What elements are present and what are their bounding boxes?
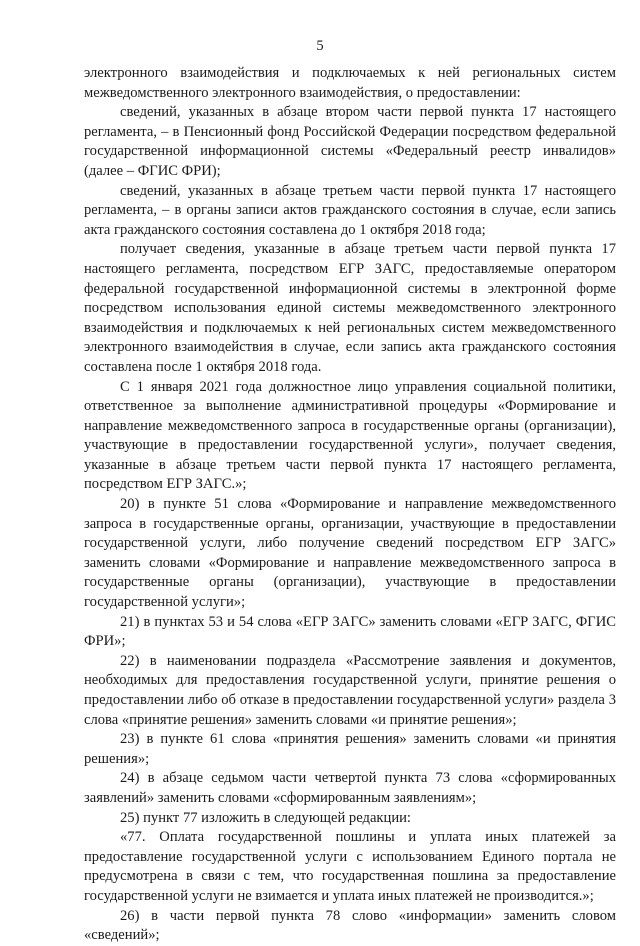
paragraph-item-22: 22) в наименовании подраздела «Рассмотрение заявления и документов, необходимых для предоставления государственной услуги, принятие решения о предоставлении либо об отказе в предоставлении государственной услуги» раздела 3 слова «принятие решения» заменить словами «и принятие решения»; <box>84 652 616 728</box>
paragraph-item-26: 26) в части первой пункта 78 слово «информации» заменить словом «сведений»; <box>84 907 616 944</box>
paragraph-continuation: электронного взаимодействия и подключаемых к ней региональных систем межведомственного электронного взаимодействия, о предоставлении: <box>84 65 616 101</box>
paragraph: С 1 января 2021 года должностное лицо управления социальной политики, ответственное за выполнение административной процедуры «Формирование и направление межведомственного запроса в государственные органы (организации), участвующие в предоставлении государственной услуги», получает сведения, указанные в абзаце третьем части первой пункта 17 настоящего регламента, посредством ЕГР ЗАГС.»; <box>84 378 616 493</box>
paragraph-item-21: 21) в пунктах 53 и 54 слова «ЕГР ЗАГС» заменить словами «ЕГР ЗАГС, ФГИС ФРИ»; <box>84 613 616 650</box>
paragraph-quote-77: «77. Оплата государственной пошлины и уплата иных платежей за предоставление государственной услуги с использованием Единого портала не предусмотрена в связи с тем, что государственная пошлина за предоставление государственной услуги не взимается и уплата иных платежей не производится.»; <box>84 829 616 904</box>
paragraph-item-20: 20) в пункте 51 слова «Формирование и направление межведомственного запроса в государственные органы, организации, участвующие в предоставлении государственной услуги, либо получение сведений посредством ЕГР ЗАГС» заменить словами «Формирование и направление межведомственного запроса в государственные органы (организации), участвующие в предоставлении государственной услуги»; <box>84 496 616 611</box>
paragraph: сведений, указанных в абзаце третьем части первой пункта 17 настоящего регламента, – в органы записи актов гражданского состояния в случае, если запись акта гражданского состояния составлена до 1 октября 2018 года; <box>84 182 616 238</box>
paragraph: сведений, указанных в абзаце втором части первой пункта 17 настоящего регламента, – в Пенсионный фонд Российской Федерации посредством федеральной государственной информационной системы «Федеральный реестр инвалидов» (далее – ФГИС ФРИ); <box>84 104 616 179</box>
page-number: 5 <box>316 38 324 54</box>
paragraph: получает сведения, указанные в абзаце третьем части первой пункта 17 настоящего регламента, посредством ЕГР ЗАГС, предоставляемые оператором федеральной государственной информационной системы в электронной форме посредством использования единой системы межведомственного электронного взаимодействия и подключаемых к ней региональных систем межведомственного электронного взаимодействия в случае, если запись акта гражданского состояния составлена после 1 октября 2018 года. <box>84 241 616 375</box>
paragraph-item-24: 24) в абзаце седьмом части четвертой пункта 73 слова «сформированных заявлений» заменить словами «сформированным заявлениям»; <box>84 770 616 806</box>
document-body <box>84 64 616 946</box>
paragraph-item-23: 23) в пункте 61 слова «принятия решения» заменить словами «и принятия решения»; <box>84 731 616 767</box>
paragraph-item-25: 25) пункт 77 изложить в следующей редакции: <box>120 809 411 826</box>
